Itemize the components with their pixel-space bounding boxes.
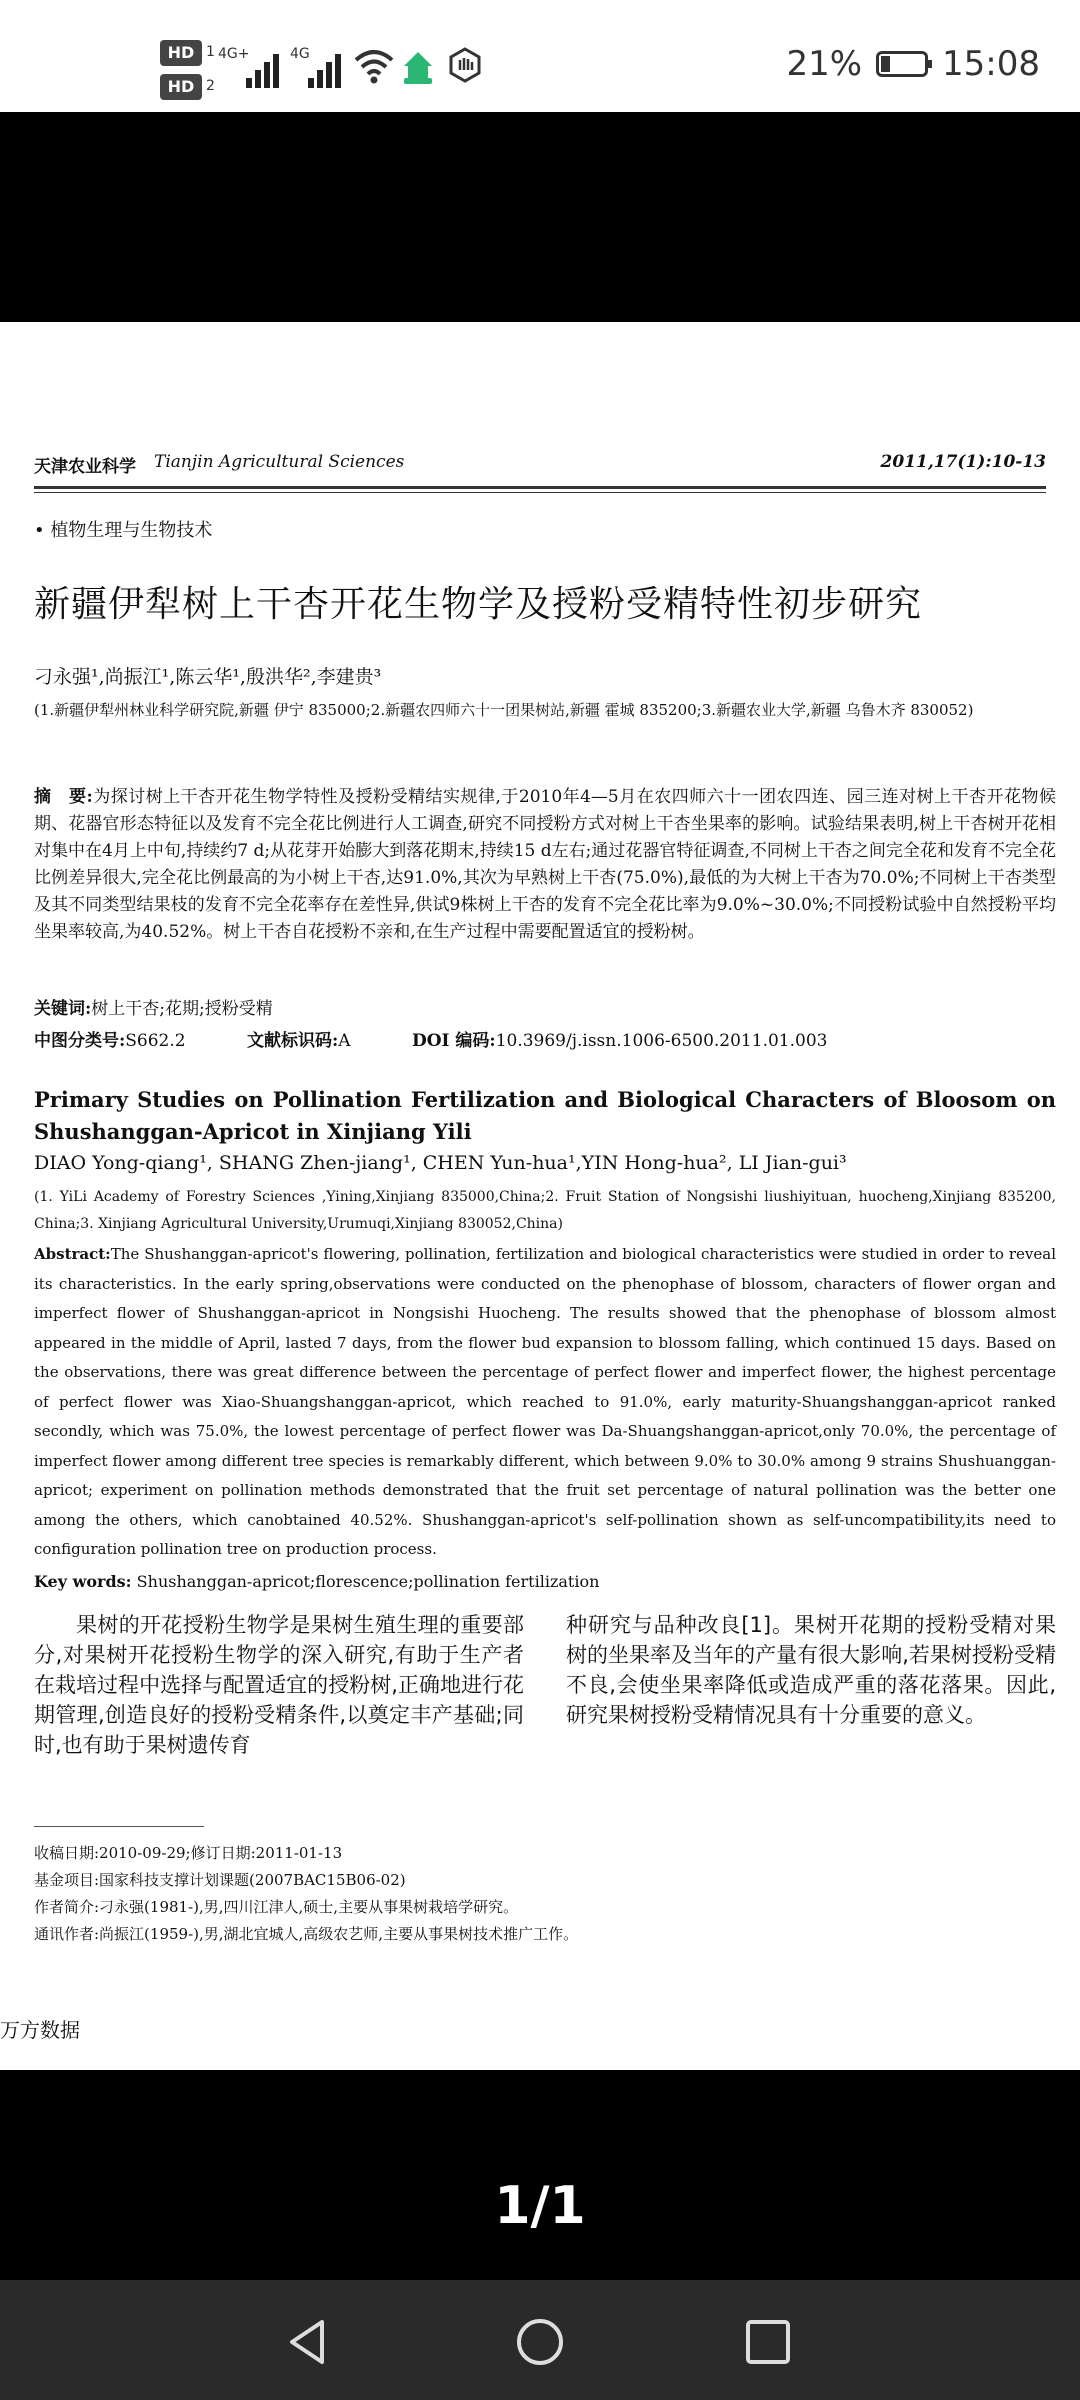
keywords-cn-text: 树上干杏;花期;授粉受精 [91,999,273,1019]
battery-icon [876,51,928,77]
keywords-en [34,1572,599,1591]
note-author: 作者简介:刁永强(1981-),男,四川江津人,硕士,主要从事果树栽培学研究。 [34,1898,519,1916]
note-received: 收稿日期:2010-09-29;修订日期:2011-01-13 [34,1844,343,1862]
navigation-bar [0,2280,1080,2400]
document-page[interactable] [0,322,1080,2070]
abstract-en-label: Abstract: [34,1245,111,1263]
back-icon[interactable] [280,2314,336,2370]
signal-icon [308,44,348,88]
clock: 15:08 [942,44,1040,84]
journal-issue: 2011,17(1):10-13 [880,452,1046,472]
authors-en: DIAO Yong-qiang¹, SHANG Zhen-jiang¹, CHEN Yun-hua¹,YIN Hong-hua², LI Jian-gui³ [34,1152,847,1174]
doi-label: DOI 编码: [411,1031,496,1051]
abstract-en-text: The Shushanggan-apricot's flowering, pollination, fertilization and biological characteristics were studied in order to reveal its characteristics. In the early spring,observations were conducted on the phenophase of blossom, characters of flower organ and imperfect flower of Shushanggan-apricot in Nongsishi Huocheng. The results showed that the phenophase of blossom almost appeared in the middle of April, lasted 7 days, from the flower bud expansion to blossom falling, which continued 15 days. Based on the observations, there was great difference between the percentage of perfect flower and imperfect flower, the highest percentage of perfect flower was Xiao-Shuangshanggan-apricot, which reached to 91.0%, early maturity-Shuangshanggan-apricot ranked secondly, which was 75.0%, the lowest percentage of perfect flower was Da-Shuangshanggan-apricot,only 70.0%, the percentage of imperfect flower among different tree species is remarkably different, which between 9.0% to 30.0% among 9 strains Shushuanggan-apricot; experiment on pollination methods demonstrated that the fruit set percentage of natural pollination was the better one among the others, which canobtained 40.52%. Shushanggan-apricot's self-pollination shown as self-uncompatibility,its need to configuration pollination tree on production process. [34,1245,1056,1558]
classification-line [34,1026,883,1051]
sim2-label: 2 [206,78,215,94]
authors-cn: 刁永强¹,尚振江¹,陈云华¹,殷洪华²,李建贵³ [34,666,382,688]
doc-code-label: 文献标识码: [247,1031,339,1051]
vowifi-home-icon [398,46,438,86]
affiliations-cn: (1.新疆伊犁州林业科学研究院,新疆 伊宁 835000;2.新疆农四师六十一团果树站,新疆 霍城 835200;3.新疆农业大学,新疆 乌鲁木齐 830052) [34,701,974,719]
affiliations-en: (1. YiLi Academy of Forestry Sciences ,Yining,Xinjiang 835000,China;2. Fruit Station of Nongsishi liushiyituan, huocheng,Xinjiang 835200, China;3. Xinjiang Agricultural University,Urumuqi,Xinjiang 830052,China) [34,1189,1056,1232]
header-rule [34,486,1046,489]
shield-hand-icon [446,46,484,84]
hd-icon: HD [160,74,202,100]
doc-code-value: A [338,1031,351,1051]
keywords-cn-label: 关键词: [34,999,92,1019]
watermark-wanfang: 万方数据 [0,2018,80,2042]
page-indicator: 1/1 [494,2176,586,2236]
signal-icon [246,44,286,88]
home-icon[interactable] [512,2314,568,2370]
battery-percent: 21% [786,44,863,84]
footnote-rule [34,1826,204,1827]
network-type-1: 4G+ [218,46,250,62]
journal-header [34,452,1046,482]
footnotes [34,1840,578,1948]
abstract-en [34,1240,1056,1565]
network-type-2: 4G [290,46,310,62]
keywords-en-text: Shushanggan-apricot;florescence;pollination fertilization [136,1572,600,1591]
title-en: Primary Studies on Pollination Fertilization and Biological Characters of Bloosom on Shushanggan-Apricot in Xinjiang Yili [34,1087,1056,1144]
clc-value: S662.2 [125,1031,186,1051]
section-tag: • 植物生理与生物技术 [34,520,213,541]
doi-value: 10.3969/j.issn.1006-6500.2011.01.003 [495,1031,828,1051]
sim1-label: 1 [206,44,215,60]
hd-icon: HD [160,40,202,66]
body-column-right: 种研究与品种改良[1]。果树开花期的授粉受精对果树的坐果率及当年的产量有很大影响,若果树授粉受精不良,会使坐果率降低或造成严重的落花落果。因此,研究果树授粉受精情况具有十分重要的意义。 [566,1613,1056,1727]
recents-icon[interactable] [740,2314,796,2370]
header-rule [34,492,1046,493]
journal-name-cn: 天津农业科学 [34,457,136,477]
journal-name-en: Tianjin Agricultural Sciences [154,452,405,472]
abstract-cn-label: 摘 要: [34,787,93,807]
title-cn: 新疆伊犁树上干杏开花生物学及授粉受精特性初步研究 [34,584,923,625]
note-corresponding: 通讯作者:尚振江(1959-),男,湖北宜城人,高级农艺师,主要从事果树技术推广工作。 [34,1925,579,1943]
body-column-left: 果树的开花授粉生物学是果树生殖生理的重要部分,对果树开花授粉生物学的深入研究,有助于生产者在栽培过程中选择与配置适宜的授粉树,正确地进行花期管理,创造良好的授粉受精条件,以奠定丰产基础;同时,也有助于果树遗传育 [34,1613,524,1757]
status-right [786,44,1040,84]
status-bar [0,0,1080,112]
keywords-en-label: Key words: [34,1572,132,1591]
clc-label: 中图分类号: [34,1031,126,1051]
keywords-cn [34,994,273,1019]
abstract-cn-text: 为探讨树上干杏开花生物学特性及授粉受精结实规律,于2010年4—5月在农四师六十一团农四连、园三连对树上干杏开花物候期、花器官形态特征以及发育不完全花比例进行人工调查,研究不同授粉方式对树上干杏坐果率的影响。试验结果表明,树上干杏树开花相对集中在4月上中旬,持续约7 d;从花芽开始膨大到落花期末,持续15 d左右;通过花器官特征调查,不同树上干杏之间完全花和发育不完全花比例差异很大,完全花比例最高的为小树上干杏,达91.0%,其次为早熟树上干杏(75.0%),最低的为大树上干杏为70.0%;不同树上干杏类型及其不同类型结果枝的发育不完全花率存在差性异,供试9株树上干杏的发育不完全花比率为9.0%~30.0%;不同授粉试验中自然授粉平均坐果率较高,为40.52%。树上干杏自花授粉不亲和,在生产过程中需要配置适宜的授粉树。 [34,787,1056,942]
note-fund: 基金项目:国家科技支撑计划课题(2007BAC15B06-02) [34,1871,406,1889]
wifi-icon [352,46,396,86]
abstract-cn [34,784,1056,946]
